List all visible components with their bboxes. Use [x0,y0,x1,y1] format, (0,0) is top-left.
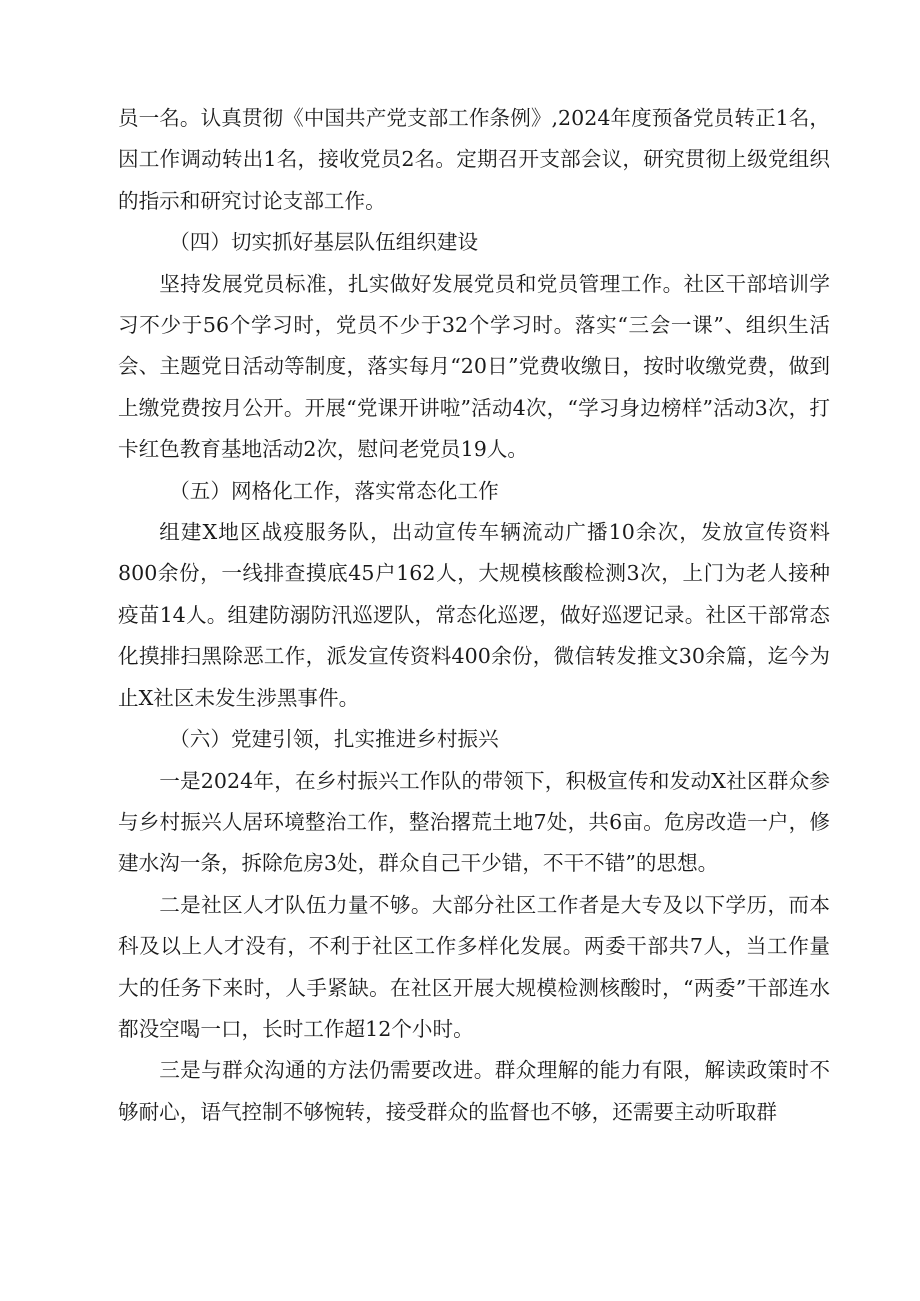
paragraph: 二是社区人才队伍力量不够。大部分社区工作者是大专及以下学历，而本科及以上人才没有，不利于社区工作多样化发展。两委干部共7人，当工作量大的任务下来时，人手紧缺。在社区开展大规模检测核酸时，“两委”干部连水都没空喝一口，长时工作超12个小时。 [118,892,830,1041]
section-heading-5: （五）网格化工作，落实常态化工作 [169,478,499,503]
paragraph: 三是与群众沟通的方法仍需要改进。群众理解的能力有限，解读政策时不够耐心，语气控制不够惋转，接受群众的监督也不够，还需要主动听取群 [118,1058,830,1124]
section-heading-6: （六）党建引领，扎实推进乡村振兴 [169,727,499,752]
paragraph: 组建X地区战疫服务队，出动宣传车辆流动广播10余次，发放宣传资料800余份，一线排查摸底45户162人，大规模核酸检测3次，上门为老人接种疫苗14人。组建防溺防汛巡逻队，常态化巡逻，做好巡逻记录。社区干部常态化摸排扫黑除恶工作，派发宣传资料400余份，微信转发推文30余篇，迄今为止X社区未发生涉黑事件。 [118,520,830,710]
paragraph-continued: 员一名。认真贯彻《中国共产党支部工作条例》,2024年度预备党员转正1名，因工作调动转出1名，接收党员2名。定期召开支部会议，研究贯彻上级党组织的指示和研究讨论支部工作。 [118,106,830,213]
document-body [118,98,830,1133]
section-heading-4: （四）切实抓好基层队伍组织建设 [169,230,479,255]
paragraph: 一是2024年，在乡村振兴工作队的带领下，积极宣传和发动X社区群众参与乡村振兴人居环境整治工作，整治撂荒土地7处，共6亩。危房改造一户，修建水沟一条，拆除危房3处，群众自己干少错，不干不错”的思想。 [118,768,830,876]
paragraph: 坚持发展党员标准，扎实做好发展党员和党员管理工作。社区干部培训学习不少于56个学习时，党员不少于32个学习时。落实“三会一课”、组织生活会、主题党日活动等制度，落实每月“20日”党费收缴日，按时收缴党费，做到上缴党费按月公开。开展“党课开讲啦”活动4次，“学习身边榜样”活动3次，打卡红色教育基地活动2次，慰问老党员19人。 [118,271,830,462]
